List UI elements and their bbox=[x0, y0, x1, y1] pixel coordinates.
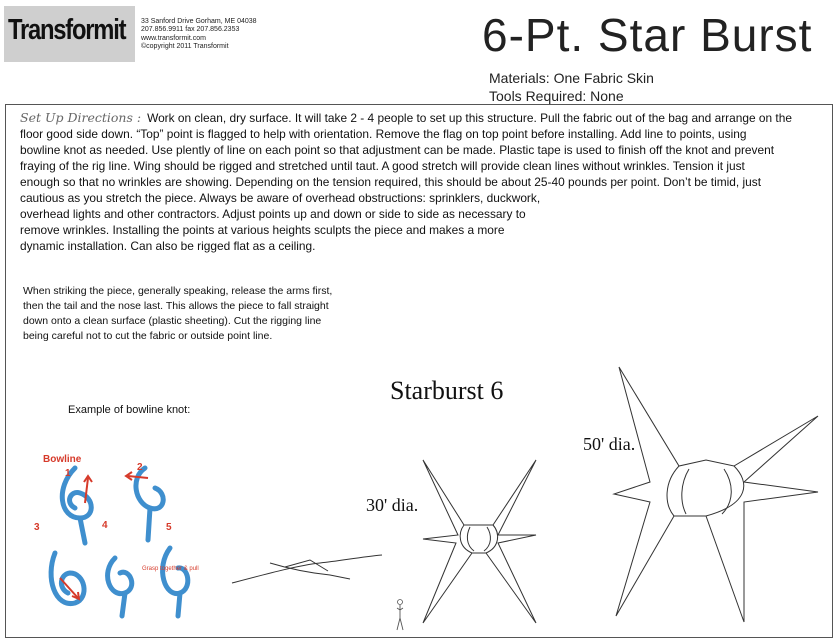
directions-line: dynamic installation. Can also be rigged flat as a ceiling. bbox=[20, 239, 316, 253]
strike-directions bbox=[23, 284, 332, 344]
strike-line: then the tail and the nose last. This allows the piece to fall straight bbox=[23, 300, 329, 312]
company-website: www.transformit.com bbox=[141, 34, 206, 42]
directions-line: enough so that no wrinkles are showing. Depending on the tension required, this should be about 25-40 pounds per point. Don’t be timid, just bbox=[20, 175, 762, 189]
knot-step-number: 2 bbox=[137, 462, 143, 473]
strike-line: being careful not to cut the fabric or outside point line. bbox=[23, 330, 273, 342]
bowline-caption: Example of bowline knot: bbox=[68, 404, 191, 416]
directions-line: bowline knot as needed. Use plently of line on each point so that adjustment can be made. Plastic tape is used to finish off the knot and prevent bbox=[20, 143, 774, 157]
setup-directions bbox=[20, 110, 826, 254]
directions-heading: Set Up Directions : bbox=[20, 110, 142, 125]
directions-line: remove wrinkles. Installing the points at various heights sculpts the piece and makes a more bbox=[20, 223, 505, 237]
company-phone: 207.856.9911 fax 207.856.2353 bbox=[141, 26, 240, 34]
bowline-rope bbox=[51, 468, 188, 616]
logo-text: Transformit bbox=[8, 14, 126, 46]
knot-step-number: 1 bbox=[65, 468, 71, 479]
directions-line: overhead lights and other contractors. Adjust points up and down or side to side as necessary to bbox=[20, 207, 526, 221]
tools-line: Tools Required: None bbox=[489, 88, 624, 104]
strike-line: down onto a clean surface (plastic sheeting). Cut the rigging line bbox=[23, 315, 322, 327]
small-diameter-label: 30' dia. bbox=[366, 495, 419, 515]
person-scale-icon bbox=[394, 598, 406, 632]
bowline-label: Bowline bbox=[43, 454, 82, 465]
directions-line: floor good side down. “Top” point is flagged to help with orientation. Remove the flag on top point before installing. Add line to points, using bbox=[20, 127, 747, 141]
directions-text: Work on clean, dry surface. It will take 2 - 4 people to set up this structure. Pull the fabric out of the bag and arrange on the bbox=[147, 111, 792, 125]
company-info bbox=[141, 18, 257, 52]
company-address: 33 Sanford Drive Gorham, ME 04038 bbox=[141, 18, 257, 25]
directions-line: cautious as you stretch the piece. Always be aware of overhead obstructions: sprinklers, duckwork, bbox=[20, 191, 541, 205]
strike-line: When striking the piece, generally speaking, release the arms first, bbox=[23, 285, 333, 297]
knot-step-number: 5 bbox=[166, 522, 172, 533]
grasp-note: Grasp together & pull bbox=[142, 566, 199, 572]
starburst-small bbox=[418, 455, 540, 627]
company-copyright: ©copyright 2011 Transformit bbox=[141, 43, 229, 51]
knot-step-number: 3 bbox=[34, 522, 40, 533]
starburst-large bbox=[594, 364, 824, 626]
bowline-knot-illustration bbox=[30, 448, 200, 620]
logo bbox=[4, 6, 135, 62]
diagram-title: Starburst 6 bbox=[390, 376, 504, 405]
materials-line: Materials: One Fabric Skin bbox=[489, 70, 654, 86]
page-title: 6-Pt. Star Burst bbox=[482, 9, 813, 61]
directions-line: fraying of the rig line. Wing should be rigged and stretched until taut. A good stretch will provide clean lines without wrinkles. Tension it just bbox=[20, 159, 745, 173]
starburst-side-profile bbox=[230, 545, 385, 590]
knot-step-number: 4 bbox=[102, 520, 108, 531]
specs bbox=[489, 69, 654, 105]
directions-line bbox=[20, 110, 826, 126]
large-diameter-label: 50' dia. bbox=[583, 434, 636, 454]
